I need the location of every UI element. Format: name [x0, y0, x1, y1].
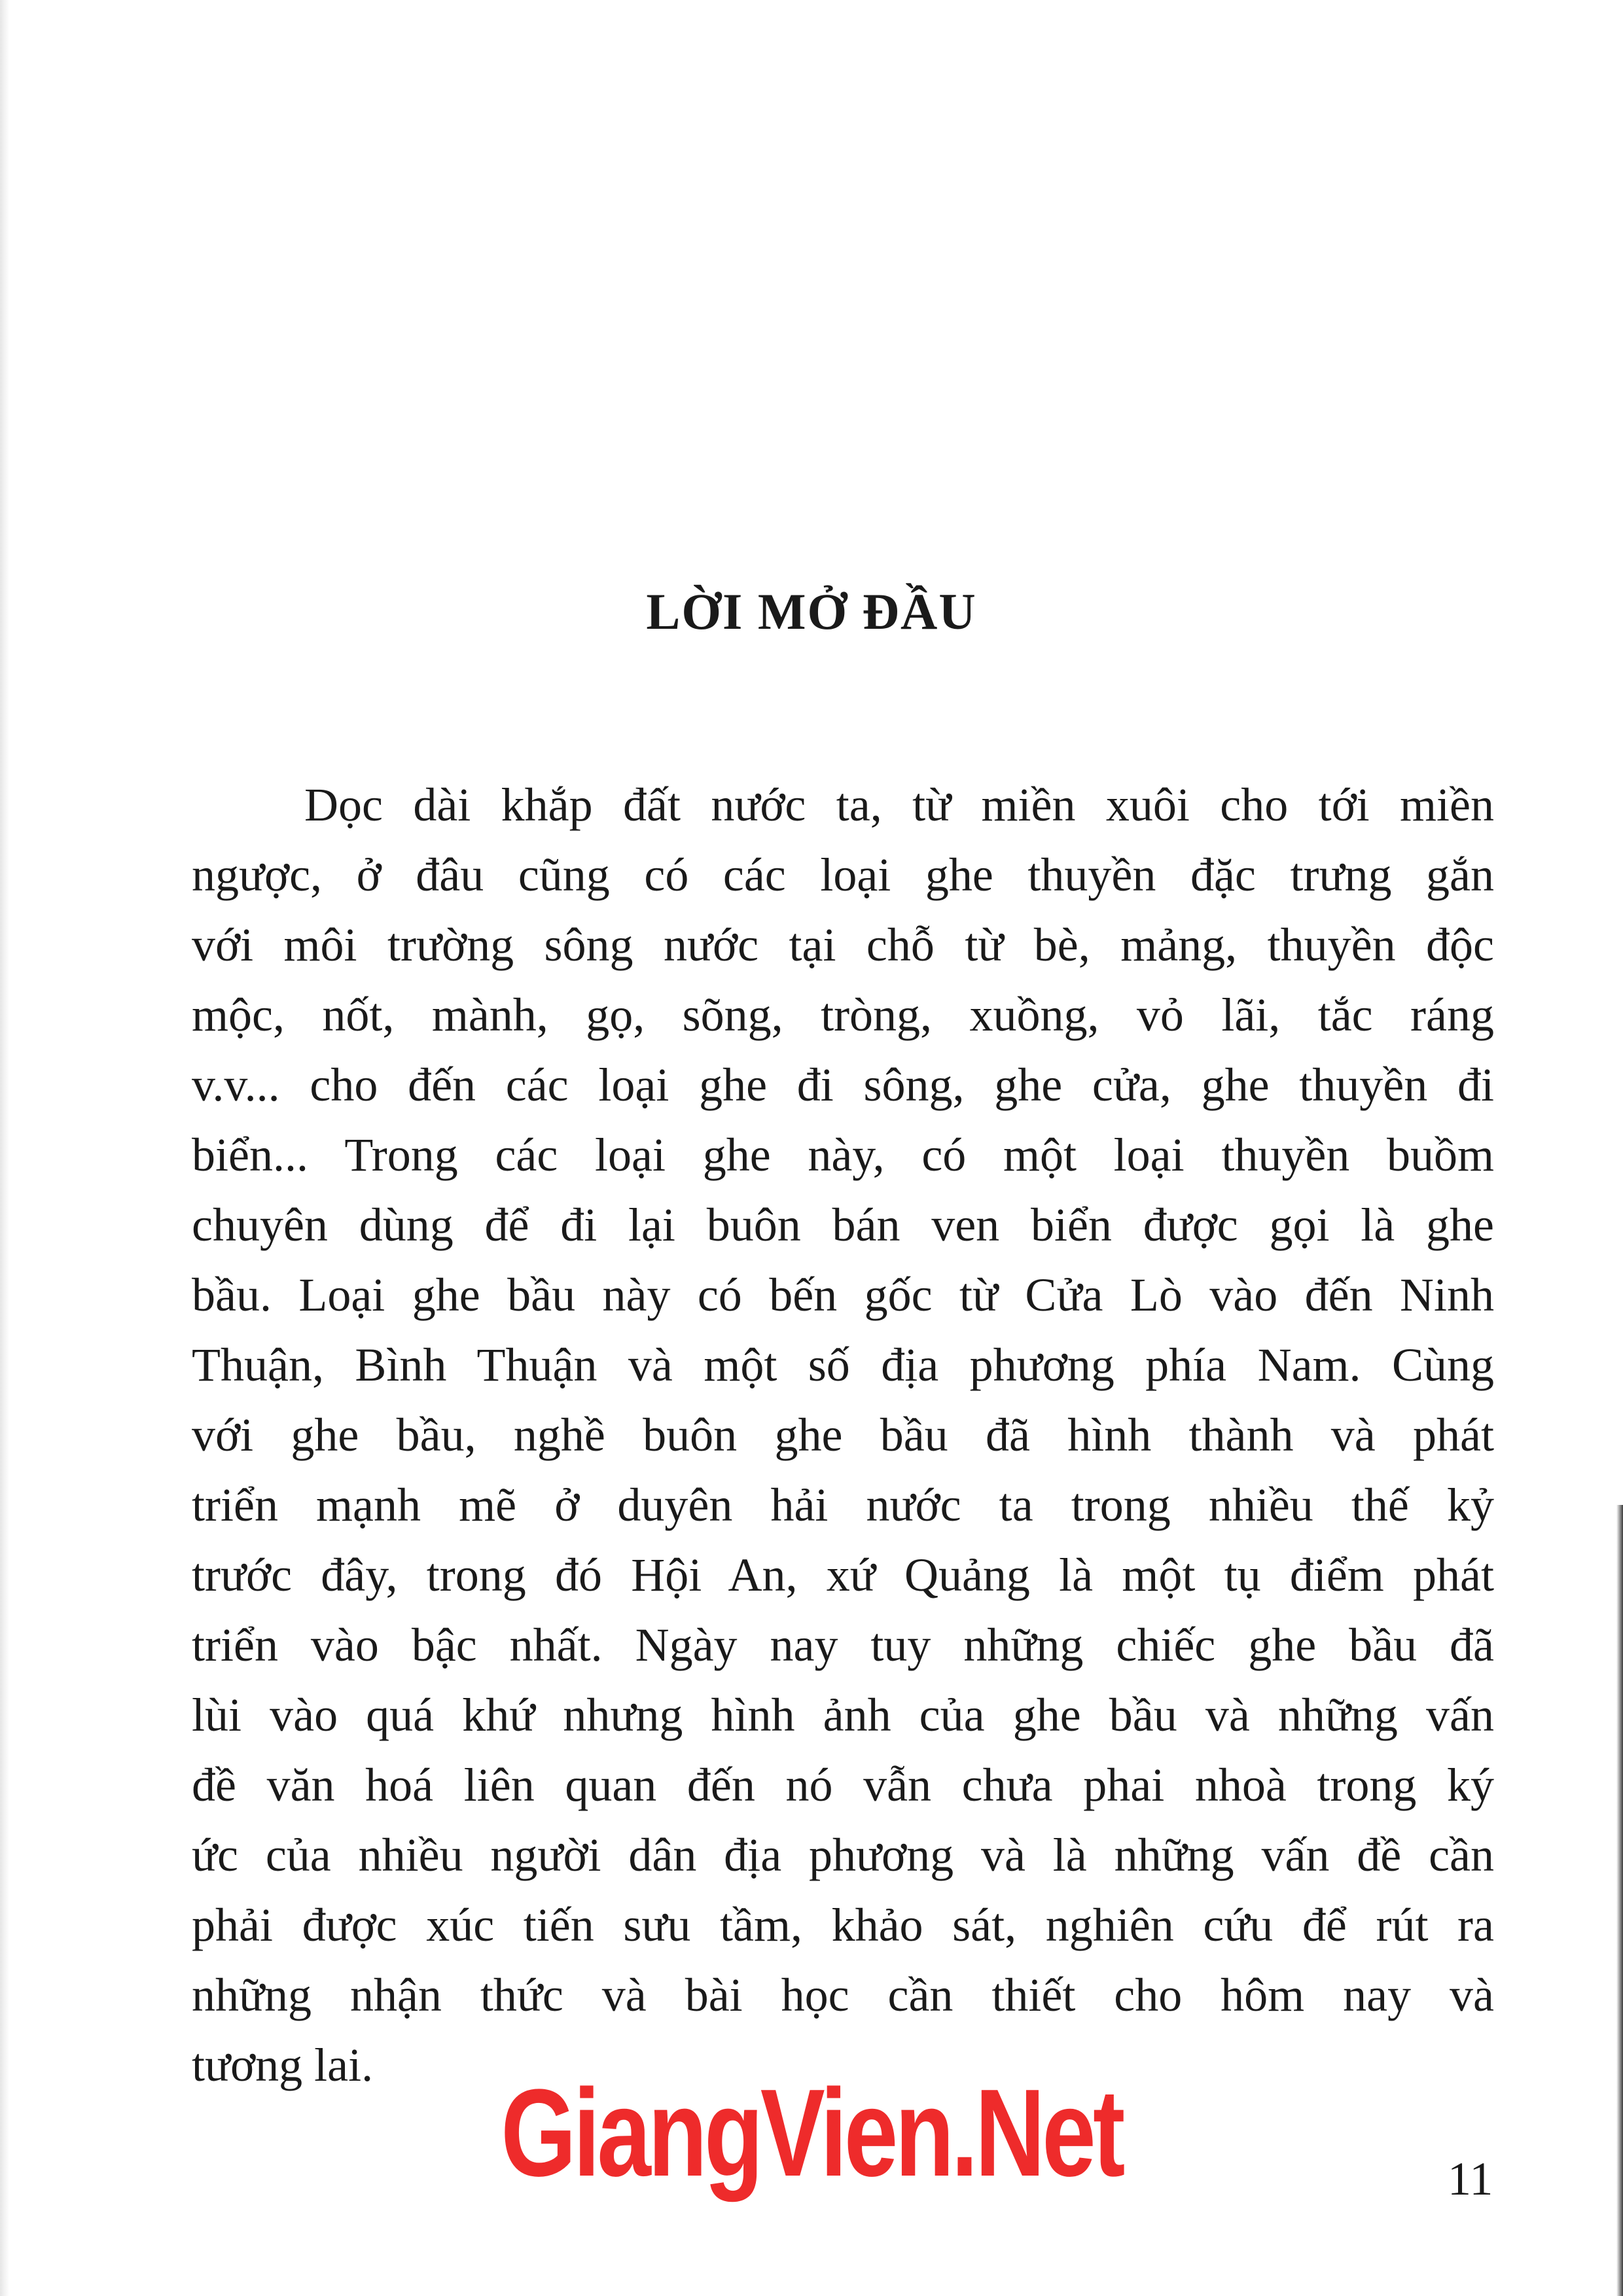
paragraph-line: tương lai. [192, 2039, 374, 2091]
chapter-heading: LỜI MỞ ĐẦU [646, 583, 977, 640]
paragraph-line: ức của nhiều người dân địa phương và là những vấn đề cần [192, 1829, 1494, 1881]
paragraph-line: ngược, ở đâu cũng có các loại ghe thuyền đặc trưng gắn [192, 849, 1494, 901]
paragraph-line: Thuận, Bình Thuận và một số địa phương phía Nam. Cùng [192, 1339, 1494, 1391]
paragraph-line: mộc, nốt, mành, gọ, sõng, tròng, xuồng, vỏ lãi, tắc ráng [192, 989, 1494, 1041]
intro-paragraph [192, 770, 1494, 2100]
scan-shadow-right [1616, 1505, 1623, 2296]
scan-shadow-left [0, 0, 9, 2296]
paragraph-line: những nhận thức và bài học cần thiết cho hôm nay và [192, 1969, 1494, 2021]
paragraph-line: chuyên dùng để đi lại buôn bán ven biển được gọi là ghe [192, 1199, 1494, 1251]
page-number: 11 [1448, 2153, 1493, 2205]
paragraph-line: v.v... cho đến các loại ghe đi sông, ghe cửa, ghe thuyền đi [192, 1059, 1494, 1111]
paragraph-line: Dọc dài khắp đất nước ta, từ miền xuôi cho tới miền [304, 779, 1494, 831]
watermark-logo: GiangVien.Net [501, 2064, 1122, 2202]
paragraph-line: với ghe bầu, nghề buôn ghe bầu đã hình thành và phát [192, 1409, 1494, 1461]
paragraph-line: triển vào bậc nhất. Ngày nay tuy những chiếc ghe bầu đã [192, 1619, 1494, 1671]
paragraph-line: đề văn hoá liên quan đến nó vẫn chưa phai nhoà trong ký [192, 1759, 1494, 1811]
paragraph-line: lùi vào quá khứ nhưng hình ảnh của ghe bầu và những vấn [192, 1689, 1494, 1741]
paragraph-line: bầu. Loại ghe bầu này có bến gốc từ Cửa Lò vào đến Ninh [192, 1269, 1494, 1321]
paragraph-line: triển mạnh mẽ ở duyên hải nước ta trong nhiều thế kỷ [192, 1479, 1494, 1531]
paragraph-line: phải được xúc tiến sưu tầm, khảo sát, nghiên cứu để rút ra [192, 1899, 1494, 1951]
paragraph-line: trước đây, trong đó Hội An, xứ Quảng là một tụ điểm phát [192, 1549, 1494, 1601]
paragraph-line: biển... Trong các loại ghe này, có một loại thuyền buồm [192, 1129, 1494, 1181]
paragraph-line: với môi trường sông nước tại chỗ từ bè, mảng, thuyền độc [192, 919, 1494, 971]
